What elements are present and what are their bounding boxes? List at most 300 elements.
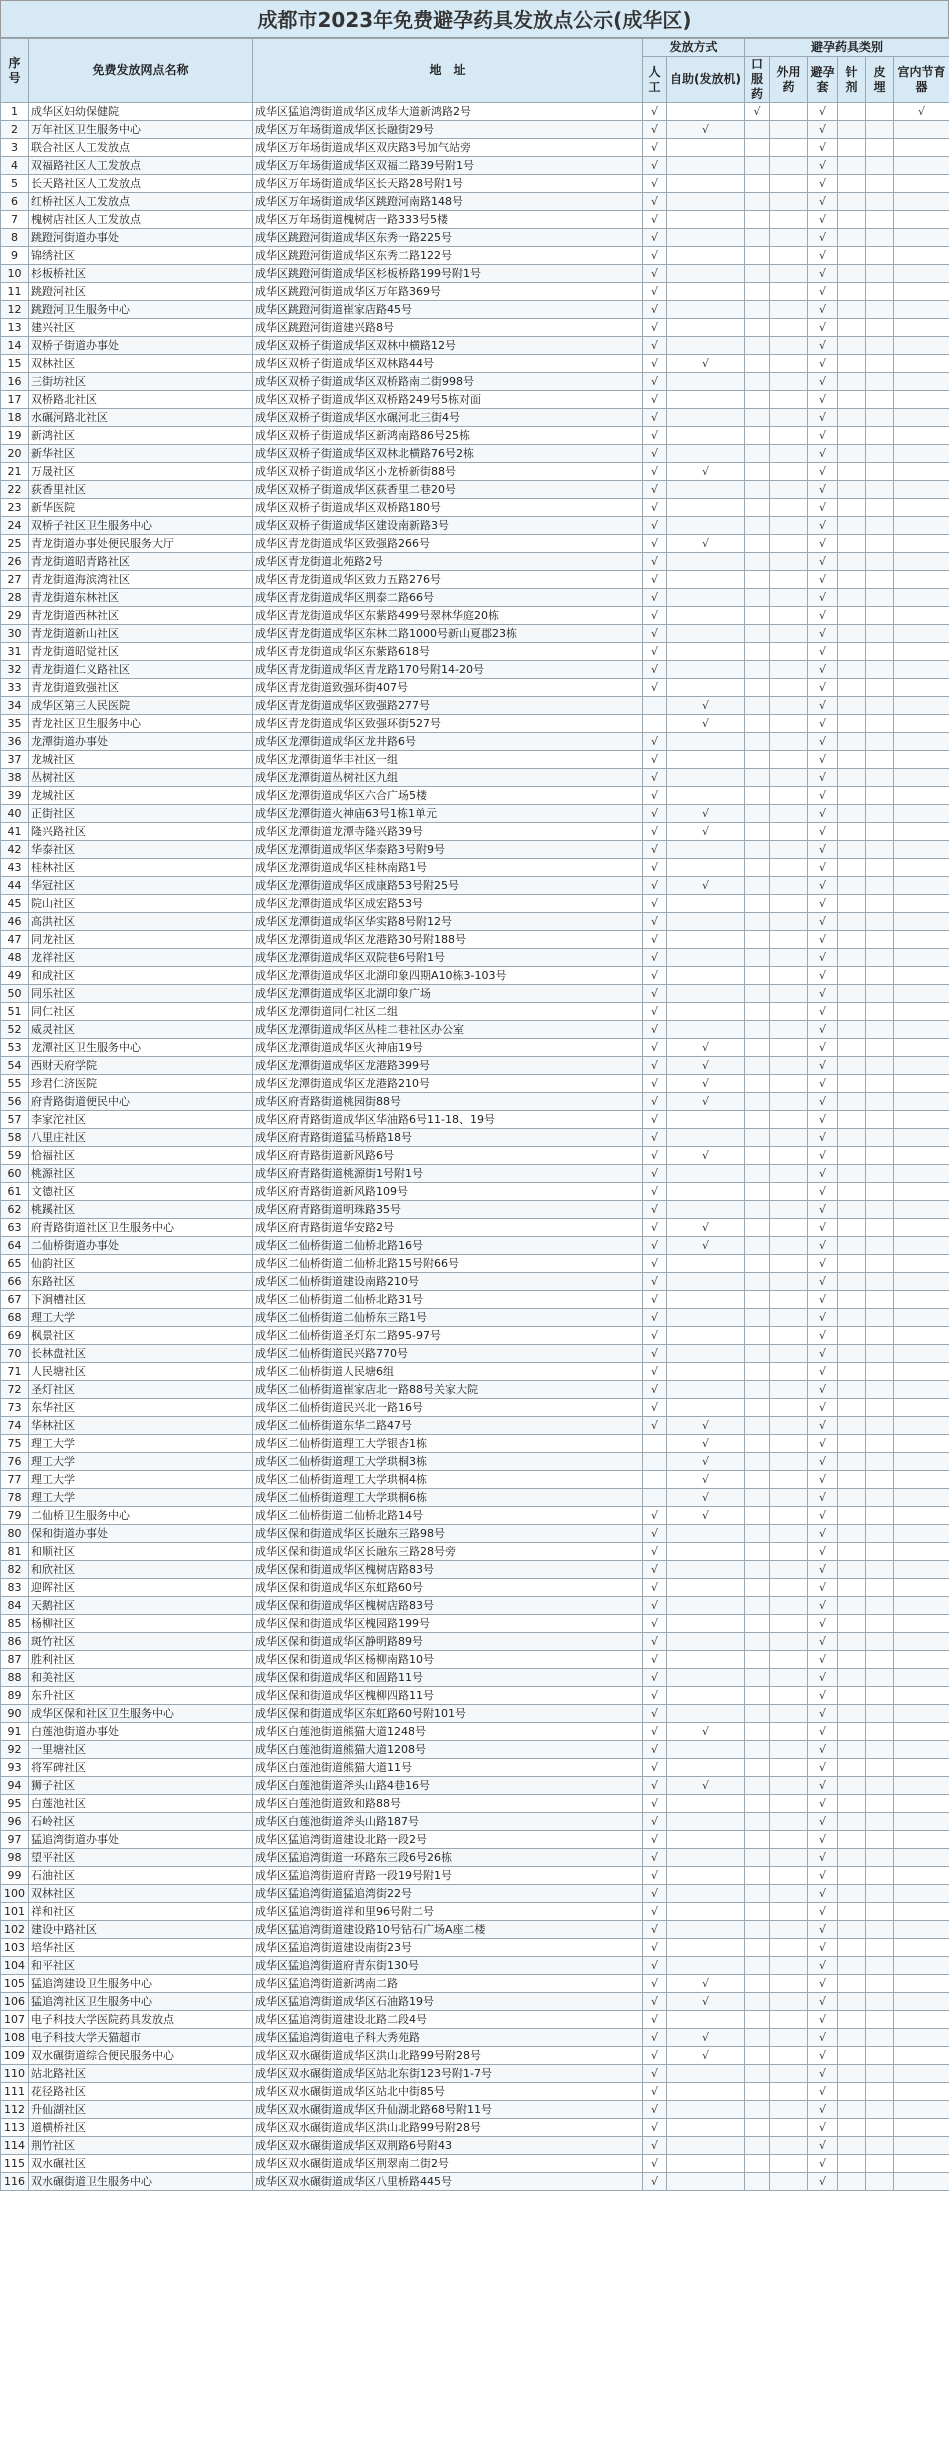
cell-iud (894, 2083, 949, 2101)
cell-auto (667, 985, 745, 1003)
table-row (1, 1579, 949, 1597)
cell-iud (894, 1399, 949, 1417)
cell-oral (745, 1183, 770, 1201)
cell-auto (667, 1543, 745, 1561)
cell-condom: √ (808, 283, 838, 301)
cell-implant (866, 427, 894, 445)
cell-implant (866, 481, 894, 499)
cell-manual: √ (643, 1849, 667, 1867)
cell-injection (838, 463, 866, 481)
cell-manual: √ (643, 553, 667, 571)
cell-seq: 65 (1, 1255, 29, 1273)
table-row (1, 823, 949, 841)
table-row (1, 1993, 949, 2011)
cell-oral (745, 805, 770, 823)
cell-name: 新鸿社区 (29, 427, 253, 445)
cell-condom: √ (808, 1399, 838, 1417)
cell-address: 成华区跳蹬河街道建兴路8号 (253, 319, 643, 337)
cell-seq: 107 (1, 2011, 29, 2029)
cell-manual: √ (643, 841, 667, 859)
cell-condom: √ (808, 1147, 838, 1165)
cell-external (770, 355, 808, 373)
cell-iud (894, 1417, 949, 1435)
cell-condom: √ (808, 1417, 838, 1435)
cell-injection (838, 1165, 866, 1183)
cell-iud (894, 1849, 949, 1867)
cell-address: 成华区府青路街道华安路2号 (253, 1219, 643, 1237)
cell-auto (667, 1003, 745, 1021)
cell-iud (894, 733, 949, 751)
cell-auto (667, 589, 745, 607)
cell-iud (894, 499, 949, 517)
cell-seq: 109 (1, 2047, 29, 2065)
cell-condom: √ (808, 175, 838, 193)
cell-auto: √ (667, 877, 745, 895)
cell-iud (894, 427, 949, 445)
cell-external (770, 625, 808, 643)
cell-implant (866, 571, 894, 589)
cell-injection (838, 1687, 866, 1705)
cell-implant (866, 1111, 894, 1129)
cell-external (770, 1723, 808, 1741)
cell-iud (894, 553, 949, 571)
cell-injection (838, 1813, 866, 1831)
cell-oral (745, 2119, 770, 2137)
cell-manual: √ (643, 283, 667, 301)
cell-injection (838, 913, 866, 931)
cell-seq: 97 (1, 1831, 29, 1849)
table-body (1, 103, 949, 2191)
cell-condom: √ (808, 913, 838, 931)
cell-manual: √ (643, 1057, 667, 1075)
cell-seq: 86 (1, 1633, 29, 1651)
table-row (1, 319, 949, 337)
table-row (1, 1417, 949, 1435)
cell-implant (866, 607, 894, 625)
cell-implant (866, 1435, 894, 1453)
cell-name: 电子科技大学天猫超市 (29, 2029, 253, 2047)
cell-auto (667, 1849, 745, 1867)
cell-injection (838, 2137, 866, 2155)
cell-oral (745, 1597, 770, 1615)
cell-manual: √ (643, 1255, 667, 1273)
cell-external (770, 319, 808, 337)
cell-injection (838, 1741, 866, 1759)
cell-seq: 37 (1, 751, 29, 769)
cell-address: 成华区龙潭街道成华区六合广场5楼 (253, 787, 643, 805)
cell-manual: √ (643, 733, 667, 751)
cell-implant (866, 2173, 894, 2191)
cell-injection (838, 697, 866, 715)
cell-oral (745, 409, 770, 427)
cell-iud (894, 1021, 949, 1039)
cell-seq: 34 (1, 697, 29, 715)
cell-injection (838, 841, 866, 859)
cell-implant (866, 1489, 894, 1507)
cell-seq: 82 (1, 1561, 29, 1579)
cell-auto (667, 1399, 745, 1417)
cell-oral (745, 661, 770, 679)
cell-oral (745, 139, 770, 157)
cell-iud (894, 1543, 949, 1561)
cell-condom: √ (808, 2011, 838, 2029)
cell-seq: 67 (1, 1291, 29, 1309)
cell-condom: √ (808, 1903, 838, 1921)
cell-address: 成华区青龙街道成华区东紫路618号 (253, 643, 643, 661)
cell-iud (894, 769, 949, 787)
cell-manual: √ (643, 319, 667, 337)
cell-condom: √ (808, 265, 838, 283)
cell-iud (894, 121, 949, 139)
cell-external (770, 1597, 808, 1615)
cell-manual: √ (643, 1615, 667, 1633)
cell-injection (838, 157, 866, 175)
cell-manual: √ (643, 877, 667, 895)
cell-manual: √ (643, 1687, 667, 1705)
cell-oral (745, 1075, 770, 1093)
cell-injection (838, 643, 866, 661)
table-row (1, 895, 949, 913)
cell-auto (667, 445, 745, 463)
cell-oral (745, 1705, 770, 1723)
cell-auto (667, 913, 745, 931)
cell-external (770, 283, 808, 301)
cell-address: 成华区龙潭街道成华区成宏路53号 (253, 895, 643, 913)
cell-external (770, 697, 808, 715)
cell-seq: 101 (1, 1903, 29, 1921)
cell-external (770, 1309, 808, 1327)
cell-injection (838, 391, 866, 409)
cell-name: 狮子社区 (29, 1777, 253, 1795)
cell-condom: √ (808, 1255, 838, 1273)
cell-iud (894, 1345, 949, 1363)
cell-oral (745, 1327, 770, 1345)
cell-condom: √ (808, 1201, 838, 1219)
cell-iud (894, 1507, 949, 1525)
cell-injection (838, 1885, 866, 1903)
cell-injection (838, 679, 866, 697)
cell-name: 锦绣社区 (29, 247, 253, 265)
cell-external (770, 805, 808, 823)
cell-manual: √ (643, 355, 667, 373)
cell-address: 成华区龙潭街道成华区华泰路3号附9号 (253, 841, 643, 859)
cell-iud (894, 1201, 949, 1219)
cell-injection (838, 1615, 866, 1633)
cell-manual: √ (643, 2101, 667, 2119)
cell-auto (667, 2011, 745, 2029)
cell-iud (894, 1165, 949, 1183)
cell-name: 成华区第三人民医院 (29, 697, 253, 715)
cell-implant (866, 517, 894, 535)
cell-address: 成华区白莲池街道致和路88号 (253, 1795, 643, 1813)
cell-manual: √ (643, 193, 667, 211)
cell-implant (866, 1075, 894, 1093)
cell-condom: √ (808, 1039, 838, 1057)
cell-iud (894, 1255, 949, 1273)
cell-oral (745, 445, 770, 463)
cell-auto (667, 769, 745, 787)
cell-injection (838, 2155, 866, 2173)
cell-name: 双福路社区人工发放点 (29, 157, 253, 175)
cell-name: 东华社区 (29, 1399, 253, 1417)
table-row (1, 1921, 949, 1939)
cell-oral (745, 1363, 770, 1381)
cell-implant (866, 1723, 894, 1741)
cell-name: 双林社区 (29, 355, 253, 373)
cell-manual: √ (643, 1039, 667, 1057)
table-row (1, 2083, 949, 2101)
cell-oral (745, 1021, 770, 1039)
cell-external (770, 175, 808, 193)
cell-address: 成华区龙潭街道成华区桂林南路1号 (253, 859, 643, 877)
cell-condom: √ (808, 679, 838, 697)
cell-address: 成华区双桥子街道成华区双林北横路76号2栋 (253, 445, 643, 463)
cell-condom: √ (808, 733, 838, 751)
table-row (1, 1273, 949, 1291)
table-row (1, 697, 949, 715)
cell-external (770, 1525, 808, 1543)
cell-external (770, 1615, 808, 1633)
cell-seq: 56 (1, 1093, 29, 1111)
table-row (1, 2065, 949, 2083)
cell-seq: 50 (1, 985, 29, 1003)
cell-condom: √ (808, 787, 838, 805)
cell-address: 成华区双水碾街道成华区升仙湖北路68号附11号 (253, 2101, 643, 2119)
cell-implant (866, 1219, 894, 1237)
cell-address: 成华区青龙街道北苑路2号 (253, 553, 643, 571)
cell-seq: 7 (1, 211, 29, 229)
table-row (1, 571, 949, 589)
cell-name: 二仙桥街道办事处 (29, 1237, 253, 1255)
cell-oral: √ (745, 103, 770, 121)
cell-injection (838, 1831, 866, 1849)
cell-auto: √ (667, 1975, 745, 1993)
table-row (1, 1489, 949, 1507)
header-oral: 口服药 (745, 57, 770, 103)
cell-auto: √ (667, 121, 745, 139)
cell-condom: √ (808, 1291, 838, 1309)
cell-seq: 42 (1, 841, 29, 859)
cell-name: 青龙街道致强社区 (29, 679, 253, 697)
cell-manual: √ (643, 1795, 667, 1813)
cell-seq: 48 (1, 949, 29, 967)
cell-iud (894, 391, 949, 409)
cell-seq: 58 (1, 1129, 29, 1147)
cell-address: 成华区万年场街道成华区长天路28号附1号 (253, 175, 643, 193)
cell-condom: √ (808, 1219, 838, 1237)
cell-implant (866, 319, 894, 337)
cell-manual: √ (643, 2119, 667, 2137)
cell-iud (894, 985, 949, 1003)
cell-injection (838, 715, 866, 733)
cell-manual: √ (643, 1237, 667, 1255)
cell-external (770, 2155, 808, 2173)
cell-seq: 44 (1, 877, 29, 895)
cell-auto (667, 643, 745, 661)
cell-implant (866, 1165, 894, 1183)
cell-iud (894, 1219, 949, 1237)
cell-implant (866, 1993, 894, 2011)
cell-address: 成华区双桥子街道成华区双林路44号 (253, 355, 643, 373)
cell-name: 桃源社区 (29, 1165, 253, 1183)
cell-seq: 9 (1, 247, 29, 265)
cell-condom: √ (808, 139, 838, 157)
cell-seq: 52 (1, 1021, 29, 1039)
cell-oral (745, 1813, 770, 1831)
cell-implant (866, 787, 894, 805)
table-row (1, 625, 949, 643)
table-row (1, 1021, 949, 1039)
cell-external (770, 967, 808, 985)
cell-implant (866, 1687, 894, 1705)
cell-condom: √ (808, 1093, 838, 1111)
table-row (1, 1003, 949, 1021)
cell-iud (894, 2029, 949, 2047)
cell-address: 成华区猛追湾街道建设北路一段2号 (253, 1831, 643, 1849)
cell-seq: 100 (1, 1885, 29, 1903)
cell-implant (866, 1525, 894, 1543)
cell-auto (667, 1345, 745, 1363)
cell-manual (643, 1435, 667, 1453)
cell-iud (894, 1975, 949, 1993)
cell-seq: 45 (1, 895, 29, 913)
cell-name: 人民塘社区 (29, 1363, 253, 1381)
cell-external (770, 1075, 808, 1093)
cell-name: 万晟社区 (29, 463, 253, 481)
cell-manual: √ (643, 1309, 667, 1327)
table-row (1, 1345, 949, 1363)
cell-manual: √ (643, 1093, 667, 1111)
cell-external (770, 679, 808, 697)
cell-manual: √ (643, 769, 667, 787)
cell-address: 成华区府青路街道明珠路35号 (253, 1201, 643, 1219)
cell-condom: √ (808, 481, 838, 499)
cell-condom: √ (808, 1687, 838, 1705)
cell-implant (866, 355, 894, 373)
cell-manual: √ (643, 607, 667, 625)
cell-iud (894, 1867, 949, 1885)
cell-injection (838, 1669, 866, 1687)
cell-external (770, 2101, 808, 2119)
cell-manual: √ (643, 1597, 667, 1615)
cell-name: 双桥子社区卫生服务中心 (29, 517, 253, 535)
cell-implant (866, 769, 894, 787)
cell-oral (745, 877, 770, 895)
cell-oral (745, 895, 770, 913)
cell-condom: √ (808, 985, 838, 1003)
cell-iud (894, 1471, 949, 1489)
cell-manual: √ (643, 535, 667, 553)
cell-iud (894, 1489, 949, 1507)
cell-injection (838, 319, 866, 337)
cell-condom: √ (808, 1867, 838, 1885)
cell-implant (866, 967, 894, 985)
cell-injection (838, 1147, 866, 1165)
cell-auto: √ (667, 1075, 745, 1093)
cell-oral (745, 301, 770, 319)
cell-name: 天鹅社区 (29, 1597, 253, 1615)
cell-implant (866, 121, 894, 139)
cell-implant (866, 661, 894, 679)
cell-auto (667, 931, 745, 949)
cell-auto: √ (667, 1237, 745, 1255)
cell-condom: √ (808, 769, 838, 787)
cell-address: 成华区万年场街道成华区长融街29号 (253, 121, 643, 139)
cell-name: 青龙街道昭青路社区 (29, 553, 253, 571)
cell-implant (866, 1705, 894, 1723)
cell-implant (866, 1183, 894, 1201)
cell-auto (667, 2137, 745, 2155)
cell-injection (838, 1975, 866, 1993)
cell-address: 成华区猛追湾街道祥和里96号附二号 (253, 1903, 643, 1921)
cell-oral (745, 373, 770, 391)
cell-auto (667, 1615, 745, 1633)
cell-condom: √ (808, 1507, 838, 1525)
cell-manual: √ (643, 1993, 667, 2011)
cell-seq: 84 (1, 1597, 29, 1615)
cell-auto (667, 1705, 745, 1723)
cell-manual: √ (643, 1579, 667, 1597)
cell-auto (667, 139, 745, 157)
cell-oral (745, 913, 770, 931)
cell-seq: 103 (1, 1939, 29, 1957)
table-row (1, 913, 949, 931)
cell-address: 成华区龙潭街道火神庙63号1栋1单元 (253, 805, 643, 823)
cell-oral (745, 1129, 770, 1147)
cell-oral (745, 229, 770, 247)
cell-injection (838, 769, 866, 787)
cell-manual: √ (643, 1705, 667, 1723)
cell-iud (894, 139, 949, 157)
cell-oral (745, 571, 770, 589)
table-row (1, 1309, 949, 1327)
cell-manual: √ (643, 1363, 667, 1381)
cell-manual: √ (643, 211, 667, 229)
cell-name: 东路社区 (29, 1273, 253, 1291)
table-row (1, 355, 949, 373)
cell-external (770, 373, 808, 391)
cell-implant (866, 229, 894, 247)
cell-external (770, 1291, 808, 1309)
cell-address: 成华区猛追湾街道府青东街130号 (253, 1957, 643, 1975)
cell-auto (667, 1129, 745, 1147)
cell-manual: √ (643, 859, 667, 877)
cell-oral (745, 1489, 770, 1507)
cell-implant (866, 1039, 894, 1057)
cell-external (770, 1417, 808, 1435)
cell-oral (745, 535, 770, 553)
cell-oral (745, 787, 770, 805)
cell-seq: 104 (1, 1957, 29, 1975)
table-row (1, 301, 949, 319)
cell-implant (866, 643, 894, 661)
cell-address: 成华区猛追湾街道电子科大秀苑路 (253, 2029, 643, 2047)
cell-name: 双水碾社区 (29, 2155, 253, 2173)
cell-seq: 43 (1, 859, 29, 877)
cell-injection (838, 1381, 866, 1399)
cell-condom: √ (808, 1237, 838, 1255)
cell-name: 升仙湖社区 (29, 2101, 253, 2119)
cell-injection (838, 283, 866, 301)
cell-auto (667, 787, 745, 805)
table-row (1, 607, 949, 625)
cell-name: 理工大学 (29, 1471, 253, 1489)
cell-manual: √ (643, 1561, 667, 1579)
cell-auto (667, 571, 745, 589)
cell-address: 成华区双桥子街道成华区双林中横路12号 (253, 337, 643, 355)
cell-iud (894, 661, 949, 679)
cell-iud (894, 2173, 949, 2191)
